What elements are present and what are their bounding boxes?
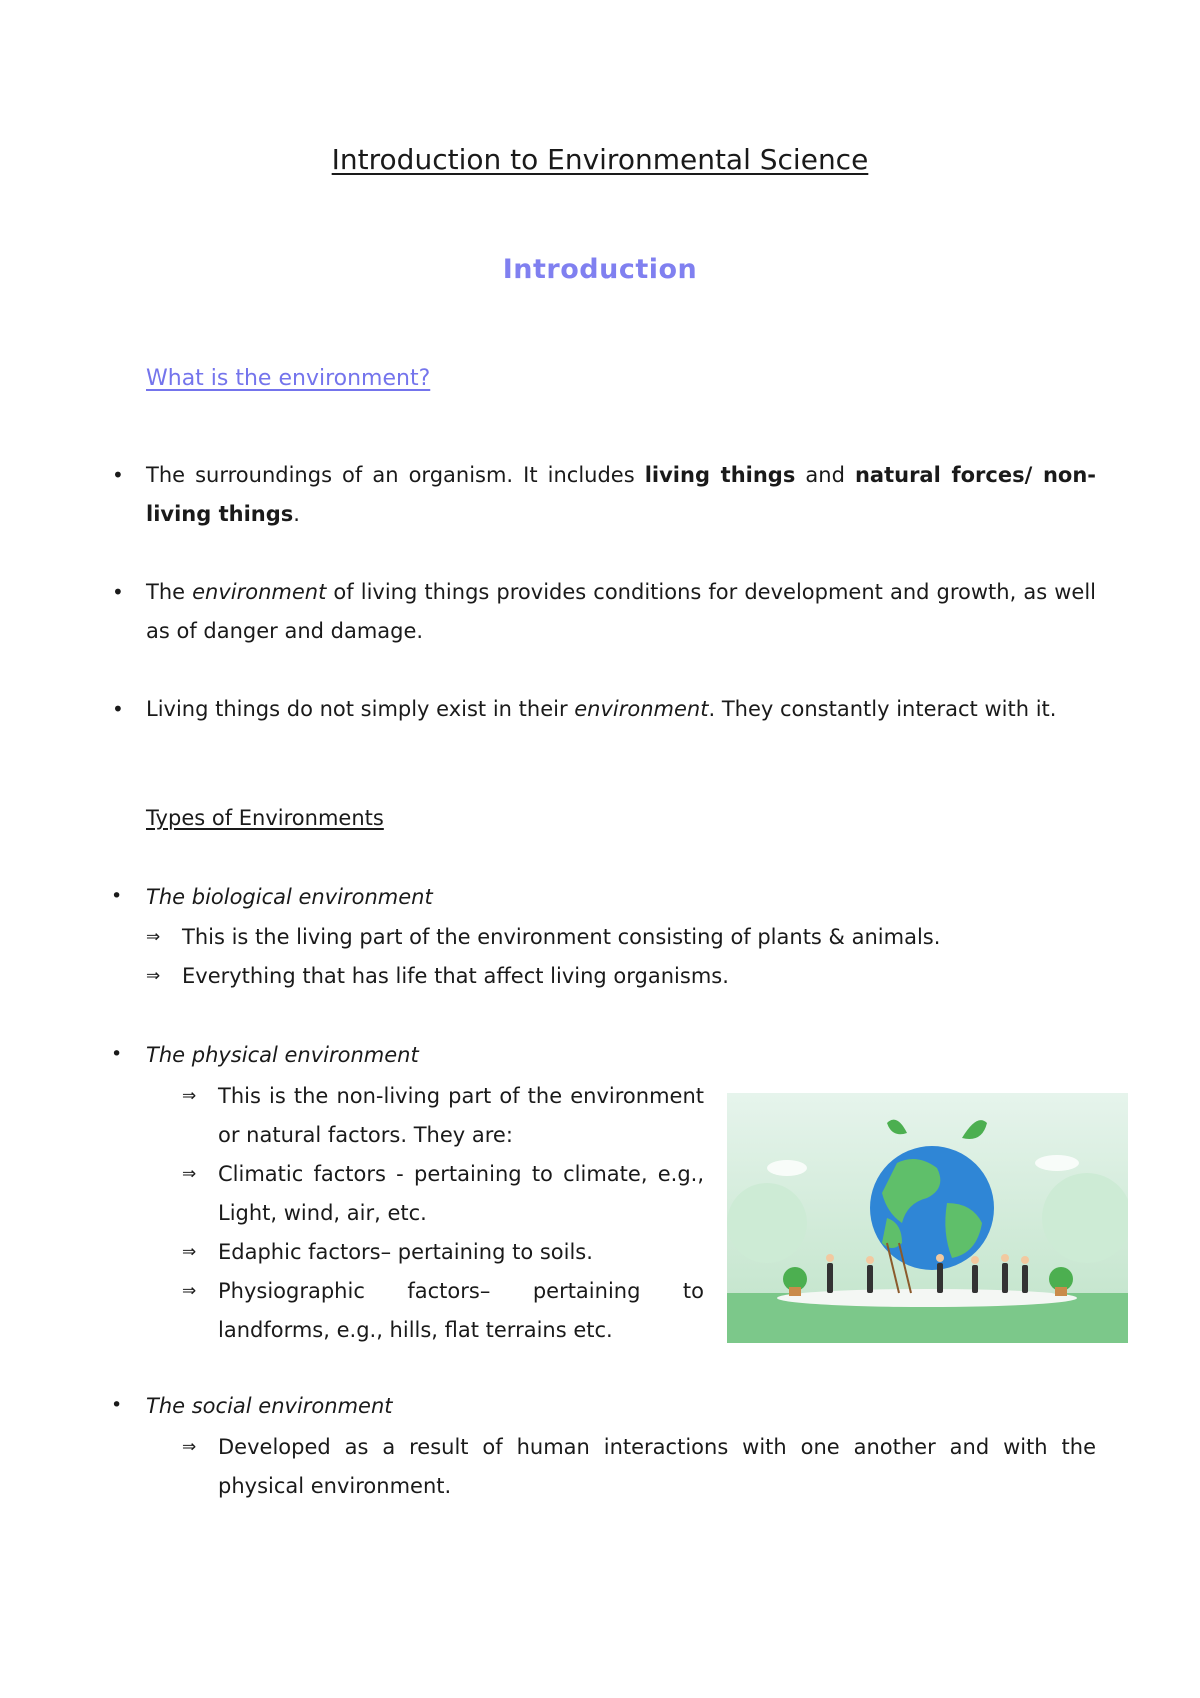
- social-environment-heading: [111, 1394, 393, 1418]
- italic-term: environment: [192, 580, 327, 604]
- text: and: [795, 463, 855, 487]
- point-text: Everything that has life that affect living organisms.: [182, 964, 729, 988]
- physical-points: [182, 1077, 707, 1352]
- biological-environment-heading: [111, 885, 433, 909]
- document-title: Introduction to Environmental Science: [331, 143, 869, 176]
- bullet-icon: •: [112, 463, 124, 487]
- social-points: [182, 1428, 1102, 1508]
- arrow-icon: ⇒: [146, 927, 161, 947]
- types-heading: Types of Environments: [146, 806, 384, 830]
- text: . They constantly interact with it.: [708, 697, 1057, 721]
- earth-people-plants-icon: [727, 1093, 1128, 1343]
- text: .: [293, 502, 300, 526]
- point-text: This is the living part of the environment consisting of plants & animals.: [182, 925, 941, 949]
- arrow-icon: ⇒: [182, 1164, 197, 1184]
- point-text: Edaphic factors– pertaining to soils.: [218, 1240, 593, 1264]
- point-text: This is the non-living part of the environment or natural factors. They are:: [218, 1084, 704, 1147]
- bullet-icon: •: [112, 580, 124, 604]
- heading-text: The social environment: [146, 1394, 393, 1418]
- text: of living things provides conditions for development and growth, as well as of danger and damage.: [146, 580, 1096, 643]
- bold-term: living things: [644, 463, 796, 487]
- arrow-icon: ⇒: [182, 1281, 197, 1301]
- arrow-icon: ⇒: [182, 1437, 197, 1457]
- bullet-item-2: [112, 573, 1096, 651]
- heading-text: The physical environment: [146, 1043, 419, 1067]
- bullet-icon: •: [111, 885, 123, 907]
- text: Living things do not simply exist in their: [146, 697, 575, 721]
- arrow-icon: ⇒: [182, 1086, 197, 1106]
- physical-environment-heading: [111, 1043, 419, 1067]
- bullet-item-1: [112, 456, 1097, 534]
- heading-text: The biological environment: [146, 885, 433, 909]
- section-title: Introduction: [502, 254, 698, 285]
- biological-points: [146, 918, 1106, 998]
- bullet-icon: •: [111, 1043, 123, 1065]
- point-text: Climatic factors - pertaining to climate, e.g., Light, wind, air, etc.: [218, 1162, 704, 1225]
- point-text: Physiographic factors– pertaining to landforms, e.g., hills, flat terrains etc.: [218, 1279, 704, 1342]
- bullet-icon: •: [111, 1394, 123, 1416]
- text: The: [146, 580, 193, 604]
- arrow-icon: ⇒: [146, 966, 161, 986]
- bullet-item-3: [112, 690, 1096, 729]
- environment-illustration: [727, 1093, 1128, 1343]
- question-heading[interactable]: What is the environment?: [146, 366, 431, 391]
- bold-term: natural forces/ non-living things: [146, 463, 1097, 526]
- point-text: Developed as a result of human interactions with one another and with the physical environment.: [218, 1435, 1096, 1498]
- bullet-icon: •: [112, 697, 124, 721]
- italic-term: environment: [574, 697, 709, 721]
- text: The surroundings of an organism. It includes: [146, 463, 645, 487]
- arrow-icon: ⇒: [182, 1242, 197, 1262]
